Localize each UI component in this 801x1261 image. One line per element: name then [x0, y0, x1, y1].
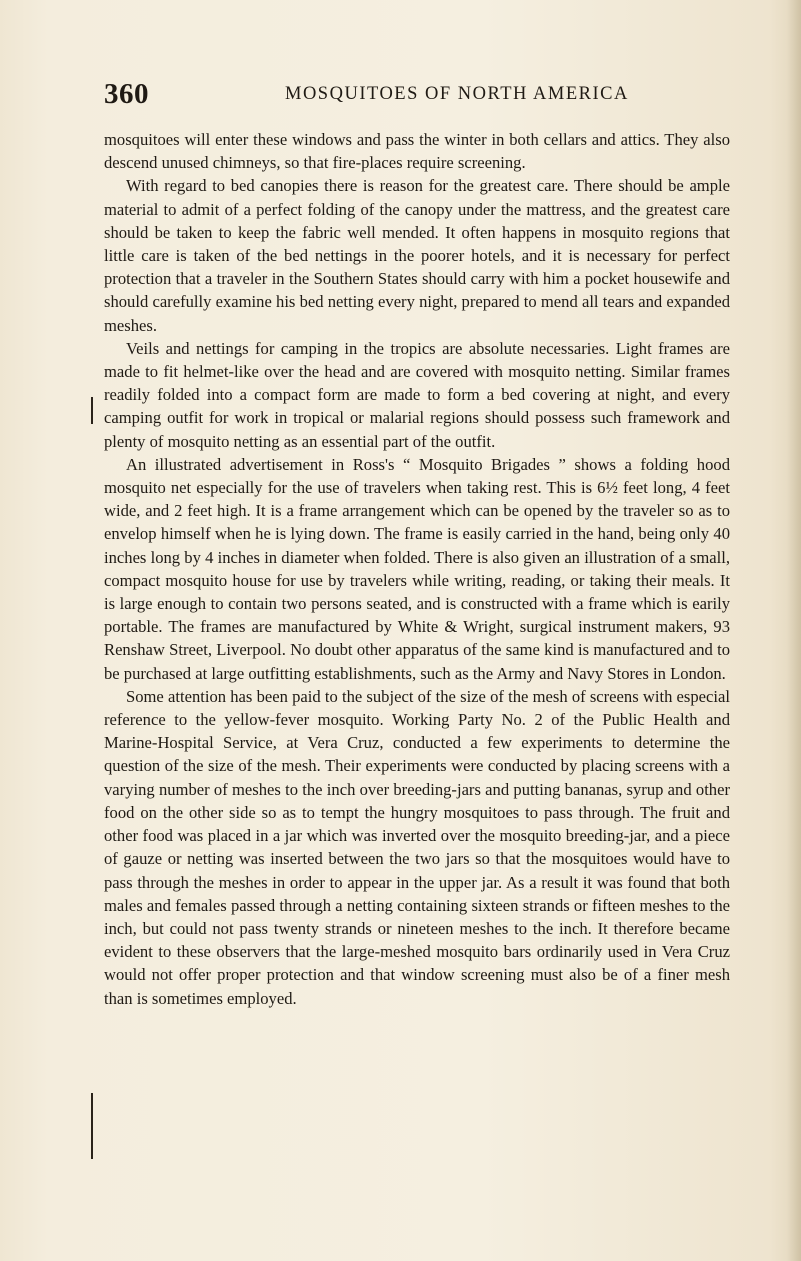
- paragraph: With regard to bed canopies there is reason for the greatest care. There should be ample material to admit of a perfect folding of the canopy under the mattress, and the greatest care should be taken to keep the fabric well mended. It often happens in mosquito regions that little care is taken of the bed nettings in the poorer hotels, and it is necessary for perfect protection that a traveler in the Southern States should carry with him a pocket housewife and should carefully examine his bed netting every night, prepared to mend all tears and expanded meshes.: [104, 176, 730, 335]
- page-header: [104, 78, 724, 110]
- page-number: 360: [104, 78, 149, 110]
- margin-mark: [91, 1093, 93, 1159]
- body-text: [104, 128, 730, 1010]
- paragraph: mosquitoes will enter these windows and pass the winter in both cellars and attics. They also descend unused chimneys, so that fire-places require screening.: [104, 130, 730, 173]
- running-head: MOSQUITOES OF NORTH AMERICA: [285, 84, 629, 104]
- margin-mark: [91, 397, 93, 424]
- page-edge-shadow: [787, 0, 801, 1261]
- paragraph: An illustrated advertisement in Ross's “ Mosquito Brigades ” shows a folding hood mosquito net especially for the use of travelers when taking rest. This is 6½ feet long, 4 feet wide, and 2 feet high. It is a frame arrangement which can be opened by the traveler so as to envelop himself when he is lying down. The frame is easily carried in the hand, being only 40 inches long by 4 inches in diameter when folded. There is also given an illustration of a small, compact mosquito house for use by travelers while writing, reading, or taking their meals. It is large enough to contain two persons seated, and is constructed with a frame which is earily portable. The frames are manufactured by White & Wright, surgical instrument makers, 93 Renshaw Street, Liverpool. No doubt other apparatus of the same kind is manufactured and to be purchased at large outfitting establishments, such as the Army and Navy Stores in London.: [104, 454, 730, 683]
- paragraph: Veils and nettings for camping in the tropics are absolute necessaries. Light frames are made to fit helmet-like over the head and are covered with mosquito netting. Similar frames readily folded into a compact form are made to form a bed covering at night, and every camping outfit for work in tropical or malarial regions should possess such framework and plenty of mosquito netting as an essential part of the outfit.: [104, 338, 730, 451]
- paragraph: Some attention has been paid to the subject of the size of the mesh of screens with especial reference to the yellow-fever mosquito. Working Party No. 2 of the Public Health and Marine-Hospital Service, at Vera Cruz, conducted a few experiments to determine the question of the size of the mesh. Their experiments were conducted by placing screens with a varying number of meshes to the inch over breeding-jars and putting bananas, syrup and other food on the other side so as to tempt the hungry mosquitoes to pass through. The fruit and other food was placed in a jar which was inverted over the mosquito breeding-jar, and a piece of gauze or netting was inserted between the two jars so that the mosquitoes would have to pass through the meshes in order to appear in the upper jar. As a result it was found that both males and females passed through a netting containing sixteen strands or fifteen meshes to the inch, but could not pass twenty strands or nineteen meshes to the inch. It therefore became evident to these observers that the large-meshed mosquito bars ordinarily used in Vera Cruz would not offer proper protection and that window screening must also be of a finer mesh than is sometimes employed.: [104, 686, 730, 1008]
